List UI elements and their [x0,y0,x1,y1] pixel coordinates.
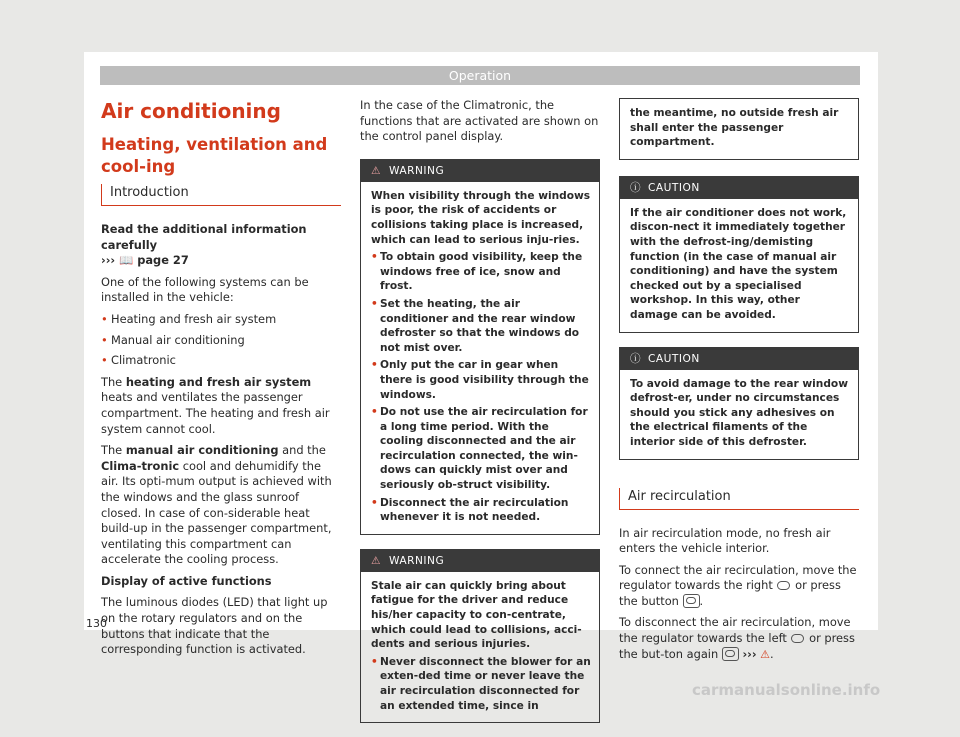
recirculation-button-icon [722,647,739,661]
intro-text: One of the following systems can be installed in the vehicle: [101,274,309,305]
paragraph-disconnect: To disconnect the air recirculation, move the regulator towards the left or press the but-ton again ››› ⚠. [619,615,855,661]
text: or press the button [619,578,841,608]
text: To disconnect the air recirculation, move the regulator towards the left [619,615,851,646]
list-item [371,655,591,713]
list-item-text: Only put the car in gear when there is good visibility through the windows. [380,359,589,401]
list-item [371,297,591,355]
warning-list [371,655,591,713]
warning-body [361,182,599,534]
subsection-heading [101,184,341,206]
caution-box [619,176,859,333]
bullet-icon: • [371,406,378,419]
sub-heading: Display of active functions [101,573,272,588]
column-left [101,98,341,664]
text: cool and dehumidify the air. Its opti-mum output is achieved with the windows and the glass sunroof closed. In case of con-siderable heat build-up in the passenger compartment, ventilating this compartment can accelerate the cooling process. [101,458,332,567]
text: heats and ventilates the passenger compartment. The heating and fresh air system cannot cool. [101,390,330,436]
recirculation-icon [791,634,804,643]
paragraph-ac [101,443,341,568]
warning-icon: ⚠ [371,164,381,177]
warning-title: WARNING [389,164,445,177]
bullet-icon: • [371,359,378,372]
caution-text: If the air conditioner does not work, discon-nect it immediately together with the defrost-ing/demisting function (in the case of manual air conditioning) and have the system checked out by a specialised workshop. In this way, other damage can be avoided. [630,206,847,321]
bullet-icon: • [371,297,378,310]
info-icon: ⓘ [630,352,642,365]
list-item [101,333,341,349]
caution-body [620,199,858,332]
bullet-icon: • [371,251,378,264]
warning-body [620,99,858,159]
recirculation-icon [686,597,696,604]
warning-text: the meantime, no outside fresh air shall enter the passenger compartment. [630,107,839,149]
text-bold: Clima-tronic [101,458,180,473]
text: The [101,374,126,389]
reference-arrow[interactable]: ››› [742,646,757,661]
chapter-title: Air conditioning [101,99,281,123]
text: . [699,593,704,608]
list-item [371,250,591,294]
read-more [101,222,341,269]
list-item [101,353,341,369]
list-item-text: To obtain good visibility, keep the windows free of ice, snow and frost. [380,251,583,293]
paragraph-climatronic: In the case of the Climatronic, the functions that are activated are shown on the control panel display. [360,98,599,144]
warning-box [360,549,600,723]
subsection-heading [619,488,859,510]
caution-box [619,347,859,460]
caution-text: To avoid damage to the rear window defrost-er, under no circumstances should you stick any adhesives on the electrical filaments of the interior side of this defroster. [630,377,848,448]
list-item-text: Disconnect the air recirculation whenever it is not needed. [380,496,569,524]
subsection-title: Introduction [110,185,189,200]
list-item [371,496,591,525]
text: The [101,443,126,458]
text-bold: manual air conditioning [125,443,279,458]
info-icon: ⓘ [630,181,642,194]
caution-header [620,177,858,199]
warning-header [361,160,599,182]
warning-text: When visibility through the windows is poor, the risk of accidents or collisions taking place is increased, which can lead to serious inju-ries. [371,189,591,246]
caution-body [620,370,858,459]
list-item-text: Heating and fresh air system [111,311,277,326]
bullet-icon: • [101,311,108,326]
recirculation-icon [725,650,735,657]
caution-header [620,348,858,370]
bullet-icon: • [371,496,378,509]
text: or press the but-ton again [619,631,855,661]
text-bold: heating and fresh air system [125,374,312,389]
section-title: Heating, ventilation and cool-ing [101,135,328,176]
warning-list [371,250,591,525]
read-more-text: Read the additional information carefully [101,222,307,252]
subsection-title: Air recirculation [628,488,731,504]
paragraph-recirc: In air recirculation mode, no fresh air enters the vehicle interior. [619,525,831,556]
column-right [619,98,859,668]
warning-box [360,159,600,535]
bullet-icon: • [101,353,108,368]
systems-list [101,312,341,369]
read-more-arrow: ››› [101,253,116,268]
warning-text: Stale air can quickly bring about fatigue for the driver and reduce his/her capacity to con-centrate, which could lead to collisions, acci-dents and serious injuries. [371,579,582,651]
warning-body [361,572,599,722]
book-icon: 📖 [119,253,134,268]
page-number: 130 [86,617,107,630]
list-item-text: Set the heating, the air conditioner and the rear window defroster so that the windows do not mist over. [380,297,580,354]
text: To connect the air recirculation, move the regulator towards the right [619,562,857,593]
list-item-text: Never disconnect the blower for an exten-ded time or never leave the air recirculation disconnected for an extended time, since in [380,655,591,712]
caution-title: CAUTION [648,352,700,365]
list-item [371,358,591,402]
list-item-text: Climatronic [111,353,176,368]
caution-title: CAUTION [648,181,700,194]
list-item-text: Do not use the air recirculation for a long time period. With the cooling disconnected and the air recirculation connected, the win-dows can quickly mist over and seriously ob-struct visibility. [380,406,588,492]
section-header: Operation [100,66,860,85]
warning-title: WARNING [389,554,445,567]
paragraph-connect [619,563,859,610]
list-item [371,405,591,493]
paragraph-led: The luminous diodes (LED) that light up on the rotary regulators and on the buttons that indicate that the corresponding function is activated. [101,595,328,657]
warning-icon: ⚠ [371,554,381,567]
bullet-icon: • [371,655,378,668]
warning-header [361,550,599,572]
list-item [101,312,341,328]
recirculation-button-icon [683,594,700,608]
recirculation-icon [777,581,790,590]
read-more-page[interactable]: page 27 [137,253,189,268]
paragraph-heating [101,375,341,437]
list-item-text: Manual air conditioning [111,332,245,347]
bullet-icon: • [101,332,108,347]
warning-continued-box [619,98,859,160]
watermark: carmanualsonline.info [692,681,881,699]
text: and the [278,443,326,458]
warning-triangle-icon[interactable]: ⚠ [760,647,771,661]
column-middle [360,98,600,737]
